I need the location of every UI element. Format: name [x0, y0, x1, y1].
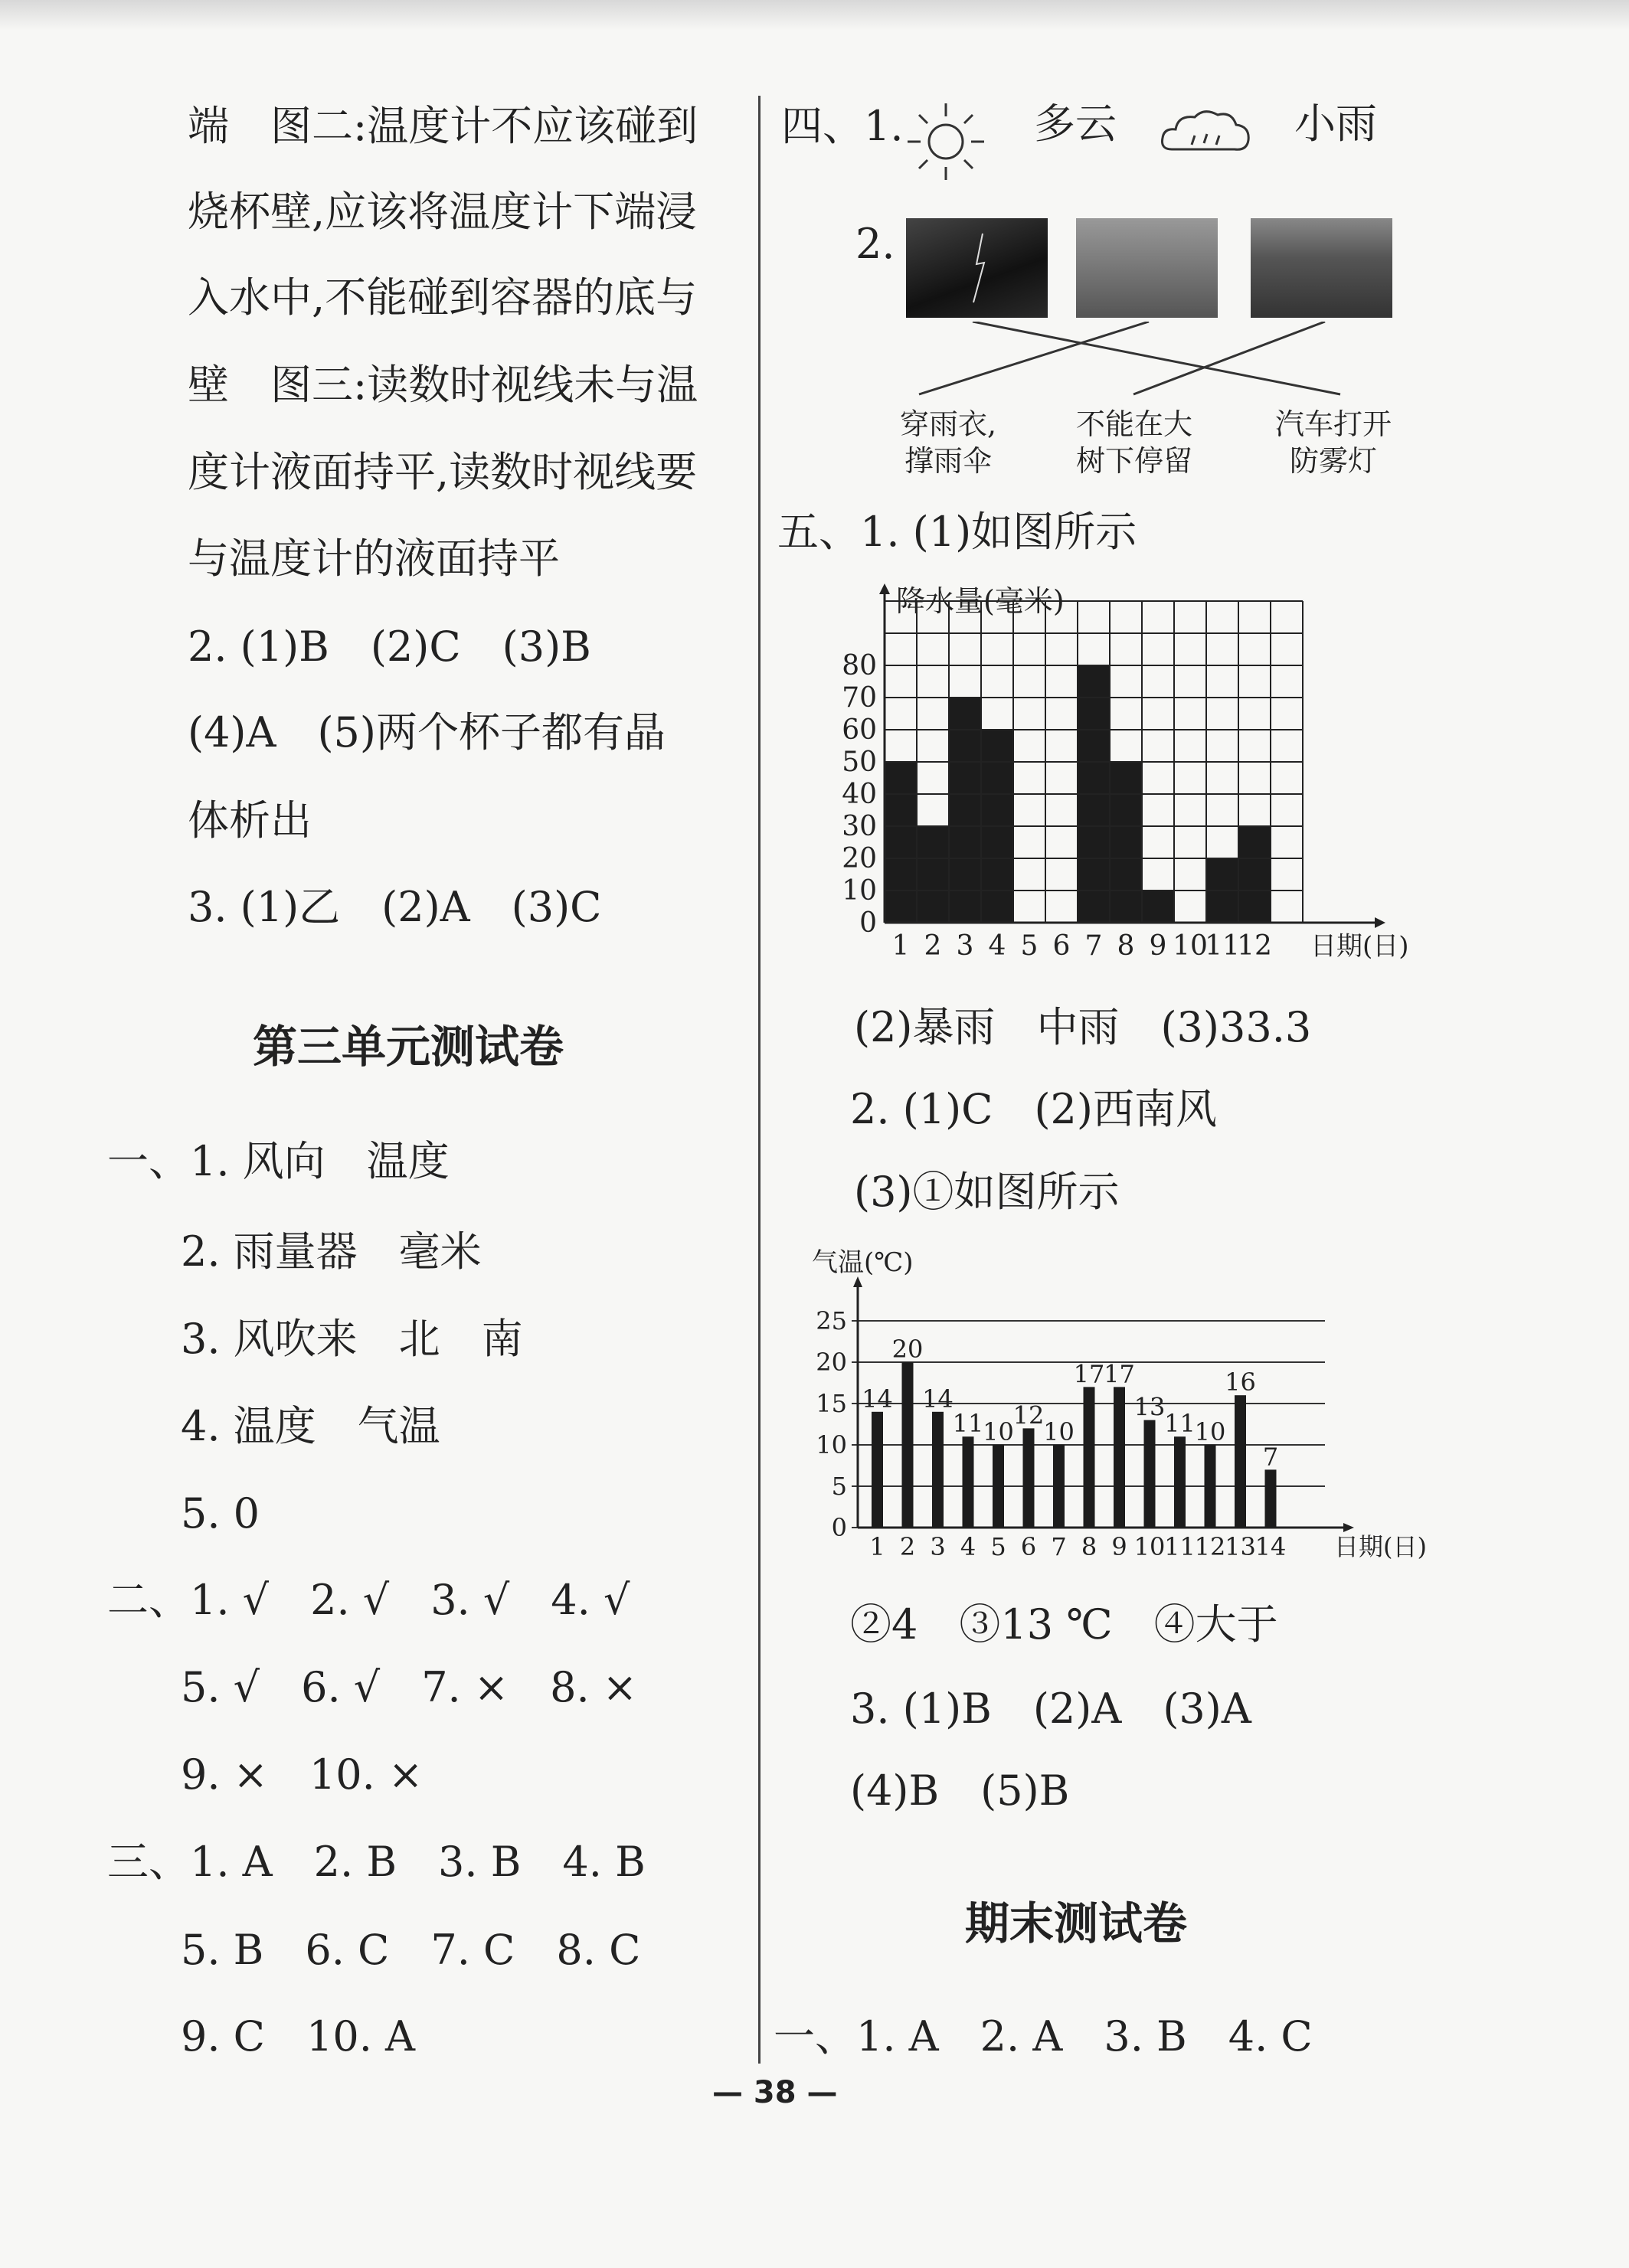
bar: [1084, 1387, 1095, 1528]
data-label: 12: [1012, 1400, 1045, 1430]
match-label-line: 穿雨衣,: [900, 407, 997, 441]
q5-2: (2)暴雨 中雨 (3)33.3: [854, 1003, 1312, 1051]
q4-2-label: 2.: [855, 220, 895, 268]
q5-7: (4)B (5)B: [850, 1766, 1070, 1815]
q4-1-prefix: 四、1.: [781, 102, 904, 150]
text-line: 烧杯壁,应该将温度计下端浸: [188, 188, 698, 236]
x-tick-label: 6: [1020, 1532, 1037, 1561]
column-divider: [758, 96, 761, 2064]
bar: [1142, 891, 1174, 923]
q4-1-weather-2: 小雨: [1294, 100, 1377, 148]
temperature-chart: [797, 1240, 1432, 1562]
fog-photo: [1076, 218, 1218, 318]
y-tick-label: 10: [842, 875, 877, 907]
q5-3: 2. (1)C (2)西南风: [850, 1085, 1217, 1133]
data-label: 11: [1164, 1409, 1196, 1439]
x-tick-label: 7: [1084, 930, 1103, 962]
data-label: 14: [862, 1384, 893, 1413]
y-tick-label: 30: [842, 811, 877, 842]
data-label: 11: [952, 1409, 984, 1439]
bar: [963, 1436, 974, 1528]
x-tick-label: 9: [1111, 1532, 1127, 1561]
x-tick-label: 11: [1205, 930, 1240, 962]
x-tick-label: 5: [1020, 930, 1039, 962]
precipitation-chart: [797, 582, 1425, 980]
text-line: 3. (1)乙 (2)A (3)C: [188, 883, 602, 931]
data-label: 10: [1043, 1417, 1075, 1446]
y-axis-arrow: [879, 583, 890, 594]
y-tick-label: 5: [831, 1472, 847, 1501]
y-tick-label: 20: [816, 1348, 847, 1377]
q4-1-weather-1: 多云: [1034, 100, 1117, 148]
match-label-line: 不能在大: [1076, 407, 1193, 441]
answer-line: 9. C 10. A: [181, 2012, 416, 2060]
bar: [1114, 1387, 1125, 1528]
bar: [872, 1412, 883, 1528]
bar: [1238, 826, 1271, 923]
sun-icon: [904, 100, 988, 184]
bar: [1265, 1469, 1277, 1528]
bar: [1023, 1428, 1035, 1528]
y-tick-label: 0: [859, 907, 877, 939]
answer-line: 三、1. A 2. B 3. B 4. B: [107, 1838, 646, 1886]
data-label: 17: [1073, 1359, 1105, 1389]
data-label: 13: [1133, 1392, 1166, 1422]
bar: [932, 1412, 944, 1528]
answer-line: 3. 风吹来 北 南: [181, 1315, 523, 1363]
x-tick-label: 1: [869, 1532, 885, 1561]
x-tick-label: 2: [899, 1532, 916, 1561]
q5-5: ②4 ③13 ℃ ④大于: [850, 1600, 1278, 1649]
x-tick-label: 4: [960, 1532, 976, 1561]
x-axis-label: 日期(日): [1310, 931, 1409, 962]
y-tick-label: 70: [842, 682, 877, 714]
match-label-raincoat: [900, 406, 996, 479]
answer-line: 一、1. 风向 温度: [107, 1137, 450, 1185]
data-label: 7: [1262, 1442, 1279, 1472]
match-label-line: 汽车打开: [1275, 407, 1392, 441]
data-label: 20: [891, 1335, 924, 1364]
q5-1: 五、1. (1)如图所示: [777, 508, 1137, 556]
x-tick-label: 11: [1164, 1532, 1196, 1561]
data-label: 10: [983, 1417, 1014, 1446]
answer-line: 2. 雨量器 毫米: [181, 1227, 482, 1276]
x-tick-label: 4: [988, 930, 1006, 962]
x-tick-label: 2: [924, 930, 942, 962]
x-tick-label: 14: [1254, 1532, 1287, 1561]
answer-line: 9. × 10. ×: [181, 1750, 424, 1799]
text-line: 与温度计的液面持平: [188, 534, 560, 583]
bar: [1144, 1420, 1156, 1528]
data-label: 10: [1194, 1417, 1226, 1446]
x-tick-label: 3: [956, 930, 974, 962]
y-axis-arrow: [853, 1276, 862, 1287]
x-tick-label: 8: [1081, 1532, 1097, 1561]
answer-line: 5. √ 6. √ 7. × 8. ×: [181, 1663, 638, 1711]
y-tick-label: 20: [842, 843, 877, 874]
bar: [1174, 1436, 1186, 1528]
match-label-tree: [1076, 406, 1192, 479]
x-axis-arrow: [1343, 1523, 1354, 1532]
bar: [1205, 1445, 1216, 1528]
bar: [949, 698, 981, 923]
x-axis-label: 日期(日): [1334, 1532, 1427, 1561]
data-label: 16: [1225, 1368, 1256, 1397]
x-tick-label: 1: [891, 930, 910, 962]
answer-line: 5. 0: [181, 1489, 260, 1538]
y-tick-label: 60: [842, 714, 877, 746]
page-number: — 38 —: [712, 2075, 838, 2110]
x-axis-arrow: [1375, 917, 1385, 928]
lightning-photo: [906, 218, 1048, 318]
text-line: 壁 图三:读数时视线未与温: [188, 361, 698, 409]
text-line: 体析出: [188, 796, 312, 845]
q5-6: 3. (1)B (2)A (3)A: [850, 1685, 1251, 1733]
bar: [1053, 1445, 1065, 1528]
y-tick-label: 50: [842, 747, 877, 778]
y-axis-label: 降水量(毫米): [896, 584, 1065, 618]
x-tick-label: 5: [990, 1532, 1006, 1561]
x-tick-label: 8: [1117, 930, 1135, 962]
y-tick-label: 10: [816, 1430, 847, 1459]
text-line: (4)A (5)两个杯子都有晶: [188, 708, 666, 757]
x-tick-label: 3: [930, 1532, 946, 1561]
text-line: 入水中,不能碰到容器的底与: [188, 273, 698, 322]
x-tick-label: 6: [1052, 930, 1071, 962]
x-tick-label: 13: [1225, 1532, 1256, 1561]
section-title: 第三单元测试卷: [253, 1021, 564, 1073]
x-tick-label: 7: [1051, 1532, 1067, 1561]
data-label: 17: [1104, 1359, 1135, 1389]
bar: [902, 1362, 914, 1528]
rain-photo: [1251, 218, 1392, 318]
y-tick-label: 15: [816, 1389, 847, 1418]
answer-line: 5. B 6. C 7. C 8. C: [181, 1926, 641, 1974]
x-tick-label: 9: [1149, 930, 1167, 962]
bar: [1110, 762, 1142, 923]
page-top-edge: [0, 0, 1629, 31]
match-label-line: 防雾灯: [1290, 444, 1378, 478]
y-tick-label: 40: [842, 779, 877, 810]
data-label: 14: [922, 1384, 954, 1413]
bar: [1235, 1395, 1246, 1528]
x-tick-label: 10: [1173, 930, 1208, 962]
x-tick-label: 12: [1237, 930, 1272, 962]
match-label-line: 撑雨伞: [904, 444, 993, 478]
text-line: 2. (1)B (2)C (3)B: [188, 623, 591, 671]
answer-line: 二、1. √ 2. √ 3. √ 4. √: [107, 1576, 630, 1624]
answer-line: 4. 温度 气温: [181, 1402, 440, 1450]
match-label-line: 树下停留: [1076, 444, 1193, 478]
text-line: 端 图二:温度计不应该碰到: [188, 102, 698, 150]
final-section-title: 期末测试卷: [965, 1897, 1188, 1949]
cloud-icon: [1156, 103, 1256, 165]
final-answer-line: 一、1. A 2. A 3. B 4. C: [774, 2012, 1313, 2060]
bar: [917, 826, 949, 923]
q5-4: (3)①如图所示: [854, 1168, 1120, 1216]
x-tick-label: 10: [1133, 1532, 1166, 1561]
y-tick-label: 25: [816, 1306, 847, 1335]
bar: [993, 1445, 1004, 1528]
x-tick-label: 12: [1194, 1532, 1226, 1561]
y-tick-label: 0: [831, 1513, 847, 1542]
text-line: 度计液面持平,读数时视线要: [188, 448, 698, 496]
match-lines: [904, 322, 1425, 398]
bar: [885, 762, 917, 923]
y-axis-label: 气温(℃): [812, 1247, 914, 1278]
y-tick-label: 80: [842, 650, 877, 681]
match-label-foglight: [1275, 406, 1392, 479]
